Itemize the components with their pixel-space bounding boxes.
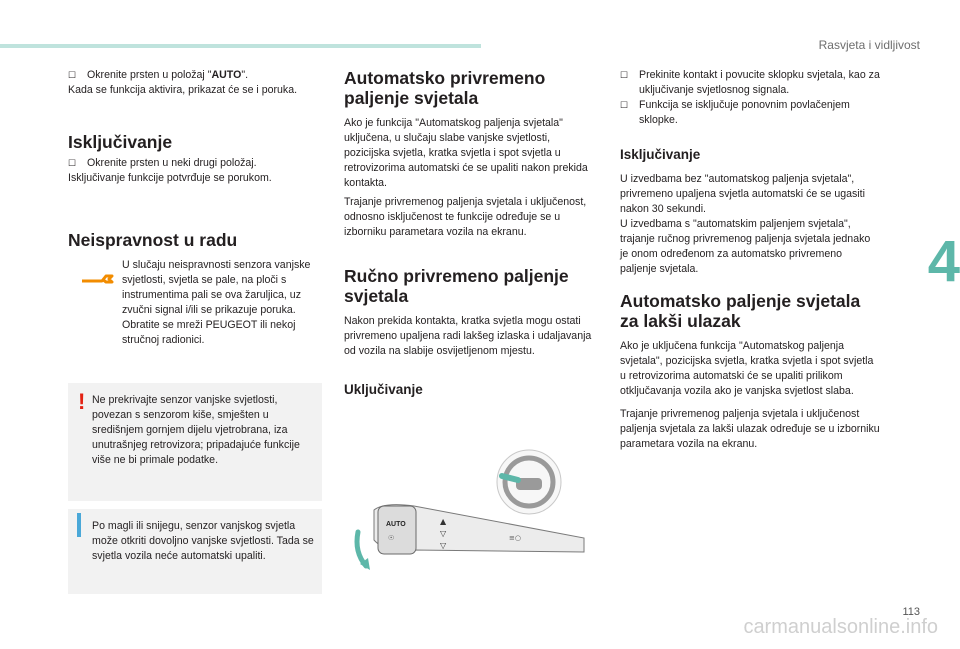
column-left [68, 68, 324, 368]
heading-entry: Automatsko paljenje svjetala za lakši ulazak [620, 291, 861, 331]
column-middle [344, 68, 594, 399]
paragraph: Kada se funkcija aktivira, prikazat će se i poruka. [68, 84, 298, 96]
exclamation-icon: ! [78, 389, 86, 414]
paragraph: Isključivanje funkcije potvrđuje se porukom. [68, 172, 272, 184]
header-accent-bar [0, 44, 481, 48]
checkbox-bullet-icon: ☐ [68, 158, 77, 168]
lighting-stalk-illustration [344, 440, 594, 590]
checkbox-bullet-icon: ☐ [68, 70, 77, 80]
watermark: carmanualsonline.info [743, 616, 938, 638]
paragraph: Trajanje privremenog paljenja svjetala i uključenost paljenja svjetala za lakši ulazak određuje se u izborniku parametara vozila na ekranu. [620, 408, 880, 450]
page-number: 113 [902, 606, 920, 618]
chapter-number: 4 [927, 229, 960, 294]
list-item: ☐ Prekinite kontakt i povucite sklopku svjetala, kao za uključivanje svjetlosnog signala. [620, 69, 880, 96]
fault-block [68, 258, 324, 368]
list-item: ☐ Okrenite prsten u položaj "AUTO". [68, 69, 249, 81]
info-bar-icon [77, 513, 81, 537]
section-title: Rasvjeta i vidljivost [818, 38, 920, 52]
paragraph: U izvedbama bez "automatskog paljenja svjetala", privremeno upaljena svjetla automatski će se ugasiti nakon 30 sekundi. [620, 173, 865, 215]
checkbox-bullet-icon: ☐ [620, 100, 629, 110]
svg-text:▽: ▽ [440, 529, 447, 538]
checkbox-bullet-icon: ☐ [620, 70, 629, 80]
fault-text-2: Obratite se mreži PEUGEOT ili nekoj stručnoj radionici. [122, 319, 296, 346]
heading-fault: Neispravnost u radu [68, 230, 238, 250]
paragraph: Ako je uključena funkcija "Automatskog paljenja svjetala", pozicijska svjetla, kratka svjetla i spot svjetla u retrovizorima automatski će se upaliti prilikom otključavanja vozila ako je vanjska svjetlost slaba. [620, 340, 874, 397]
svg-text:AUTO: AUTO [386, 521, 406, 528]
wrench-warning-lamp-icon [80, 272, 114, 286]
heading-auto-temporary: Automatsko privremeno paljenje svjetala [344, 68, 546, 108]
heading-on: Uključivanje [344, 382, 423, 397]
paragraph: Nakon prekida kontakta, kratka svjetla mogu ostati privremeno upaljena radi lakšeg izlaska i udaljavanja od vozila na slabije osvijetljenom mjestu. [344, 315, 592, 357]
list-item: ☐ Okrenite prsten u neki drugi položaj. [68, 157, 257, 169]
svg-text:☉: ☉ [388, 534, 395, 542]
svg-text:▲: ▲ [440, 517, 447, 526]
heading-off: Isključivanje [620, 147, 701, 162]
paragraph: Trajanje privremenog paljenja svjetala i uključenost, odnosno isključenost te funkcije određuje se u izborniku parametara vozila na ekranu. [344, 196, 587, 238]
info-box: Po magli ili snijegu, senzor vanjskog svjetla može otkriti dovoljno vanjske svjetlosti. Tada se svjetla vozila neće automatski upaliti. [68, 509, 322, 594]
fault-text: U slučaju neispravnosti senzora vanjske svjetlosti, svjetla se pale, na ploči s instrumentima pali se ova žaruljica, uz zvučni signal i/ili se prikazuje poruka. [122, 259, 311, 316]
paragraph: Ako je funkcija "Automatskog paljenja svjetala" uključena, u slučaju slabe vanjske svjetlosti, pozicijska svjetla, kratka svjetla i spot svjetla u retrovizorima automatski će se upaliti nakon prekida kontakta. [344, 117, 588, 189]
svg-text:≡○: ≡○ [509, 534, 521, 542]
paragraph: U izvedbama s "automatskim paljenjem svjetala", trajanje ručnog privremenog paljenja svjetala jednako je onom određenom za automatsko privremeno paljenje svjetala. [620, 218, 871, 275]
column-right [620, 68, 880, 452]
list-item: ☐ Funkcija se isključuje ponovnim povlačenjem sklopke. [620, 99, 850, 126]
svg-text:▽: ▽ [440, 541, 447, 550]
warning-box: ! Ne prekrivajte senzor vanjske svjetlosti, povezan s senzorom kiše, smješten u središnjem gornjem dijelu vjetrobrana, iza unutrašnjeg retrovizora; pripadajuće funkcije više ne bi primale podatke. [68, 383, 322, 501]
heading-off: Isključivanje [68, 132, 173, 152]
heading-manual: Ručno privremeno paljenje svjetala [344, 266, 569, 306]
